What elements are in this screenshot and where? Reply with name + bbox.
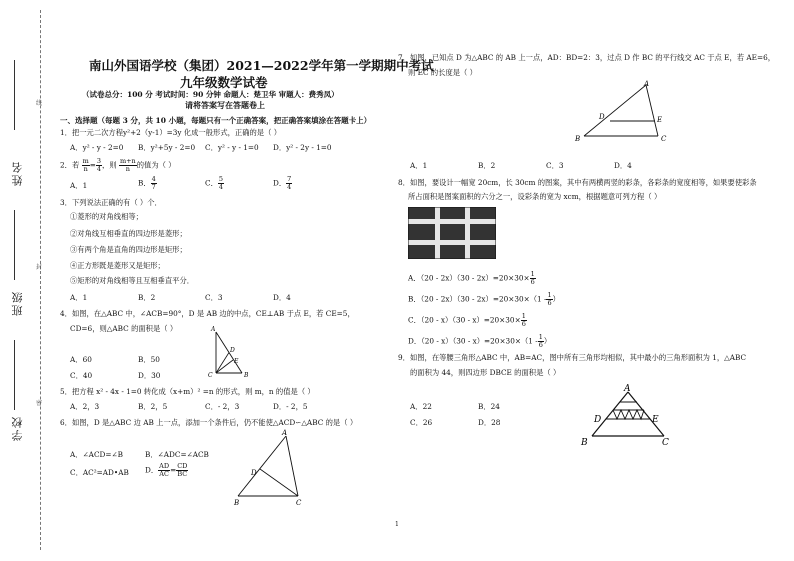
q5-option-a: A．2，3 (70, 402, 100, 411)
q2-option-b (138, 176, 157, 191)
q4-option-a: A．60 (70, 355, 92, 364)
q8-vertical-stripe-1 (435, 207, 440, 259)
q9-label-e: E (652, 415, 659, 425)
q6-d-equals: = (170, 465, 177, 475)
seal-mark-line: 线 (36, 100, 43, 107)
q9-line-1: 9．如图，在等腰三角形△ABC 中，AB=AC，图中所有三角形均相似，其中最小的三角形面积为 1，△ABC (398, 353, 747, 362)
q2-num-mpn: m+n (119, 157, 136, 165)
q2-b-num: 4 (151, 175, 156, 183)
q4-label-c: C (208, 372, 213, 379)
q6-d-num1: AD (159, 462, 170, 470)
q4-segment-cd (216, 353, 229, 374)
school-blank-line (14, 340, 15, 410)
q9-option-d: D．28 (478, 418, 501, 427)
q9-option-a: A．22 (410, 402, 432, 411)
name-label: 姓名 (11, 160, 24, 186)
q6-d-den2: BC (177, 470, 188, 478)
q6-label-d: D (251, 469, 257, 477)
q1-stem: 1．把一元二次方程y²+2（y-1）=3y 化成一般形式，正确的是（ ） (60, 128, 282, 137)
q2-den-n2: n (125, 165, 130, 173)
q5-option-c: C．- 2，3 (205, 402, 240, 411)
q4-option-b: B．50 (138, 355, 160, 364)
q8-d-num: 1 (538, 333, 543, 341)
seal-mark-seal: 封 (36, 264, 43, 271)
q9-label-a: A (624, 384, 631, 394)
q9-option-b: B．24 (478, 402, 500, 411)
q7-line-2: 则 EC 的长度是（ ） (408, 68, 477, 77)
q2-den-n: n (83, 165, 88, 173)
q6-d-num2: CD (177, 462, 188, 470)
q6-side-ab (238, 436, 286, 496)
q5-option-d: D．- 2，5 (273, 402, 308, 411)
q7-option-c: C．3 (546, 161, 564, 170)
q7-label-a: A (644, 80, 650, 88)
q2-text-mid: ，则 (102, 160, 117, 170)
q3-option-a: A．1 (70, 293, 88, 302)
q4-label-a: A (211, 326, 216, 333)
q7-option-a: A．1 (410, 161, 428, 170)
q2-c-num: 5 (218, 175, 224, 183)
q9-option-c: C．26 (410, 418, 433, 427)
q1-option-b: B．y²+5y - 2=0 (138, 143, 196, 152)
q8-horizontal-stripe-2 (408, 240, 496, 245)
q8-b-close: ） (552, 294, 560, 304)
q2-option-a: A．1 (70, 181, 88, 190)
q3-statement-3: ③有两个角是直角的四边形是矩形； (70, 245, 187, 254)
q2-option-d (273, 176, 292, 191)
q6-side-ac (286, 436, 298, 496)
q9-label-b: B (581, 438, 588, 448)
q6-stem: 6．如图，D 是△ABC 边 AB 上一点，添加一个条件后，仍不能使△ACD∽△ABC 的是（ ） (60, 418, 358, 427)
name-blank-line (14, 60, 15, 130)
q7-option-b: B．2 (478, 161, 496, 170)
q8-d-den: 6 (538, 341, 543, 349)
q4-line-2: CD=6，则△ABC 的面积是（ ） (70, 324, 178, 333)
q4-figure (200, 323, 260, 379)
q2-option-c (205, 176, 224, 191)
q9-side-ac (628, 392, 664, 436)
q6-d-den1: AC (159, 470, 169, 478)
q8-option-a (408, 271, 536, 286)
q3-stem: 3．下列说法正确的有（ ）个． (60, 198, 162, 207)
exam-notice: 请将答案写在答题卷上 (185, 100, 265, 110)
q6-segment-cd (260, 469, 298, 496)
q2-c-label: C． (205, 178, 218, 188)
exam-title: 南山外国语学校（集团）2021—2022学年第一学期期中考试 (89, 58, 434, 73)
q2-d-label: D． (273, 178, 287, 188)
q8-b-text: B．（20 - 2x）（30 - 2x）=20×30×（1 - (408, 294, 547, 304)
q8-b-den: 6 (547, 299, 552, 307)
q8-option-c (408, 313, 527, 328)
q2-stem: 2．若 $\frac{m}{n}$ = $\frac{3}{4}$ ，则 $\frac{m+n}{n}$ 的值为（ ） (60, 157, 176, 173)
section-heading: 一、选择题（每题 3 分，共 10 小题，每题只有一个正确答案，把正确答案填涂在答题卡上） (60, 116, 372, 125)
q6-option-b: B．∠ADC=∠ACB (145, 450, 209, 459)
q1-option-c: C．y² - y - 1=0 (205, 143, 259, 152)
q8-a-text: A．（20 - 2x）（30 - 2x）=20×30× (408, 273, 530, 283)
q8-c-num: 1 (521, 312, 526, 320)
q3-statement-5: ⑤矩形的对角线相等且互相垂直平分． (70, 276, 195, 285)
q4-label-d: D (230, 347, 235, 354)
q4-segment-ce (216, 360, 233, 373)
q7-label-c: C (661, 135, 667, 143)
q6-label-c: C (296, 499, 302, 507)
q2-c-den: 4 (218, 183, 224, 191)
class-label: 班级 (11, 290, 24, 316)
q8-option-d (408, 334, 551, 349)
q2-text-post: 的值为（ ） (136, 160, 176, 170)
q8-pattern-figure (408, 207, 496, 259)
q3-statement-2: ②对角线互相垂直的四边形是菱形； (70, 229, 187, 238)
class-blank-line (14, 210, 15, 280)
q8-pattern-background (408, 207, 496, 259)
q8-c-den: 6 (521, 320, 526, 328)
q9-label-c: C (662, 438, 669, 448)
q8-c-text: C．（20 - x）（30 - x）=20×30× (408, 315, 521, 325)
q8-d-close: ） (543, 336, 552, 346)
q1-option-a: A．y² - y - 2=0 (70, 143, 124, 152)
q2-fraction-mn-n (119, 158, 137, 173)
q8-d-text: D．（20 - x）（30 - x）=20×30×（1 - (408, 336, 538, 346)
q2-text-pre: 2．若 (60, 160, 80, 170)
q4-label-b: B (244, 372, 249, 379)
q5-option-b: B．2，5 (138, 402, 168, 411)
q2-fraction-m-n (82, 158, 90, 173)
q6-d-label: D． (145, 465, 159, 475)
q7-label-e: E (657, 116, 663, 124)
q4-option-c: C．40 (70, 371, 93, 380)
school-label: 学校 (11, 415, 24, 441)
q2-d-den: 4 (287, 183, 292, 191)
page-number: 1 (395, 521, 399, 528)
q3-statement-1: ①菱形的对角线相等； (70, 212, 143, 221)
q2-den-4: 4 (96, 165, 102, 173)
exam-info: （试卷总分：100 分 考试时间：90 分钟 命题人：楚卫华 审题人：费秀凤） (82, 90, 339, 99)
q4-option-d: D．30 (138, 371, 161, 380)
q7-side-ac (646, 85, 658, 136)
q8-horizontal-stripe-1 (408, 219, 496, 224)
q8-vertical-stripe-2 (465, 207, 470, 259)
seal-mark-secret: 密 (36, 400, 43, 407)
q4-label-e: E (234, 358, 239, 365)
q5-stem: 5．把方程 x² - 4x - 1=0 转化成（x+m）² =n 的形式，则 m，n 的值是（ ） (60, 387, 315, 396)
q9-figure (580, 382, 680, 448)
q7-label-b: B (575, 135, 581, 143)
q8-line-2: 所占面积是图案面积的六分之一，设彩条的宽为 xcm，根据题意可列方程（ ） (408, 192, 662, 201)
q6-label-b: B (234, 499, 240, 507)
q2-num-3: 3 (96, 157, 102, 165)
q9-small-triangles-zigzag (613, 410, 644, 419)
q9-line-2: 的面积为 44，则四边形 DBCE 的面积是（ ） (410, 368, 561, 377)
q7-side-ab (584, 85, 646, 136)
q2-b-den: 7 (151, 183, 156, 191)
q7-label-d: D (599, 113, 605, 121)
q7-line-1: 7．如图，已知点 D 为△ABC 的 AB 上一点，AD：BD=2：3，过点 D 作 BC 的平行线交 AC 于点 E，若 AE=6， (398, 53, 776, 62)
q2-d-num: 7 (287, 175, 292, 183)
q1-option-d: D．y² - 2y - 1=0 (273, 143, 332, 152)
q6-option-d (145, 463, 188, 478)
q8-a-den: 6 (530, 278, 535, 286)
q6-figure (228, 428, 312, 508)
q8-line-1: 8．如图，要设计一幅宽 20cm，长 30cm 的图案，其中有两横两竖的彩条，各彩条的宽度相等，如果要使彩条 (398, 178, 757, 187)
q6-option-a: A．∠ACD=∠B (70, 450, 123, 459)
q6-label-a: A (282, 429, 288, 437)
exam-subtitle: 九年级数学试卷 (180, 75, 268, 90)
q3-statement-4: ④正方形既是菱形又是矩形； (70, 261, 165, 270)
q3-option-b: B．2 (138, 293, 156, 302)
cut-line (40, 10, 41, 550)
q8-a-num: 1 (530, 270, 535, 278)
q7-figure (572, 78, 672, 144)
q9-label-d: D (594, 415, 602, 425)
q2-b-label: B． (138, 178, 151, 188)
q8-b-num: 1 (547, 291, 552, 299)
q2-num-m: m (82, 157, 89, 165)
q4-line-1: 4．如图，在△ABC 中，∠ACB=90°，D 是 AB 边的中点，CE⊥AB 于点 E，若 CE=5， (60, 309, 355, 318)
q8-option-b (408, 292, 560, 307)
q3-option-d: D．4 (273, 293, 291, 302)
binding-margin (0, 0, 60, 561)
q7-option-d: D．4 (614, 161, 632, 170)
q6-option-c: C．AC²=AD•AB (70, 468, 129, 477)
q3-option-c: C．3 (205, 293, 223, 302)
